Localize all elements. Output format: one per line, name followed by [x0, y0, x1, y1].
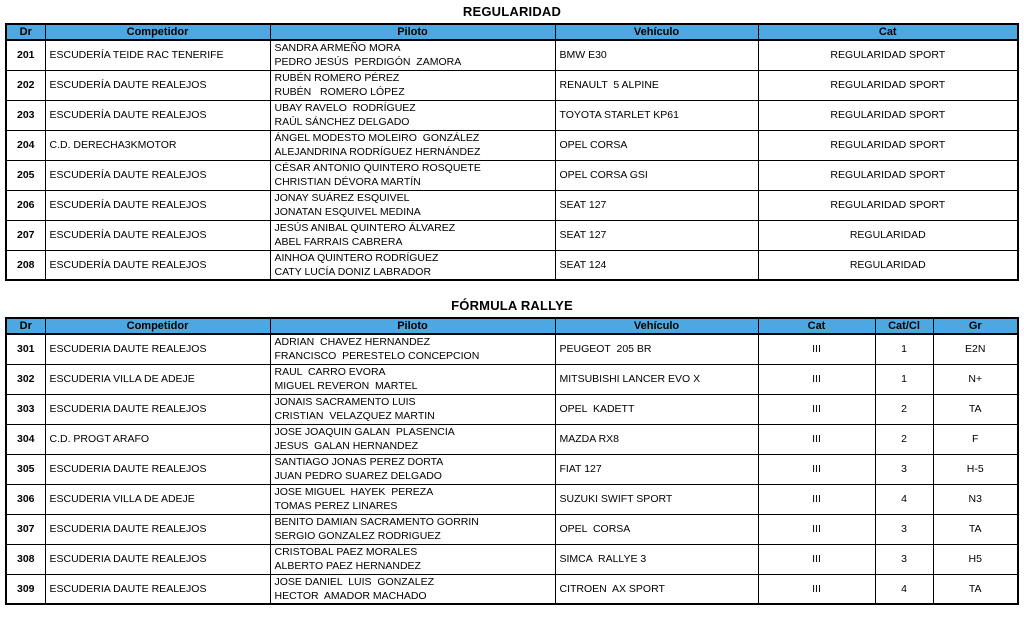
pilot-line: CRISTOBAL PAEZ MORALES: [274, 546, 418, 558]
cell-dr: 308: [6, 544, 45, 574]
pilot-line: JONATAN ESQUIVEL MEDINA: [274, 206, 421, 218]
cell-piloto: [270, 130, 555, 160]
cell-piloto: [270, 574, 555, 604]
cell-competidor: ESCUDERÍA DAUTE REALEJOS: [45, 100, 270, 130]
cell-cat: REGULARIDAD SPORT: [758, 190, 1018, 220]
pilot-line: FRANCISCO PERESTELO CONCEPCION: [274, 350, 480, 363]
cell-gr: TA: [933, 514, 1018, 544]
table-row: [6, 484, 1018, 514]
table-title-formula-rallye: FÓRMULA RALLYE: [451, 298, 573, 313]
table-row: [6, 130, 1018, 160]
table-row: [6, 424, 1018, 454]
cell-piloto: [270, 394, 555, 424]
cell-cat: REGULARIDAD SPORT: [758, 40, 1018, 70]
cell-gr: N+: [933, 364, 1018, 394]
cell-dr: 302: [6, 364, 45, 394]
cell-competidor: ESCUDERIA DAUTE REALEJOS: [45, 334, 270, 364]
cell-piloto: [270, 190, 555, 220]
table-header-row: [6, 318, 1018, 334]
cell-catcl: 2: [875, 424, 933, 454]
cell-vehiculo: SEAT 127: [555, 220, 758, 250]
cell-dr: 202: [6, 70, 45, 100]
cell-dr: 208: [6, 250, 45, 280]
pilot-line: RUBÉN ROMERO LÓPEZ: [274, 86, 405, 98]
pilot-line: CRISTIAN VELAZQUEZ MARTIN: [274, 410, 435, 422]
table-row: [6, 190, 1018, 220]
column-header-competidor: Competidor: [45, 24, 270, 40]
table-row: [6, 514, 1018, 544]
cell-vehiculo: SIMCA RALLYE 3: [555, 544, 758, 574]
column-header-cat: Cat: [758, 318, 875, 334]
cell-gr: TA: [933, 574, 1018, 604]
cell-dr: 306: [6, 484, 45, 514]
cell-cat: REGULARIDAD: [758, 250, 1018, 280]
cell-competidor: ESCUDERIA VILLA DE ADEJE: [45, 364, 270, 394]
pilot-line: ADRIAN CHAVEZ HERNANDEZ: [274, 336, 431, 349]
cell-gr: H5: [933, 544, 1018, 574]
table-row: [6, 454, 1018, 484]
cell-piloto: [270, 250, 555, 280]
cell-cat: REGULARIDAD SPORT: [758, 100, 1018, 130]
cell-dr: 207: [6, 220, 45, 250]
pilot-line: JOSE DANIEL LUIS GONZALEZ: [274, 575, 434, 588]
cell-vehiculo: TOYOTA STARLET KP61: [555, 100, 758, 130]
cell-catcl: 1: [875, 364, 933, 394]
pilot-line: TOMAS PEREZ LINARES: [274, 500, 398, 512]
cell-cat: REGULARIDAD SPORT: [758, 70, 1018, 100]
cell-catcl: 4: [875, 484, 933, 514]
cell-competidor: ESCUDERÍA DAUTE REALEJOS: [45, 250, 270, 280]
cell-cat: REGULARIDAD SPORT: [758, 130, 1018, 160]
cell-catcl: 3: [875, 454, 933, 484]
cell-dr: 206: [6, 190, 45, 220]
pilot-line: ALEJANDRINA RODRÍGUEZ HERNÁNDEZ: [274, 146, 481, 158]
column-header-gr: Gr: [933, 318, 1018, 334]
column-header-piloto: Piloto: [270, 318, 555, 334]
cell-gr: F: [933, 424, 1018, 454]
pilot-line: CATY LUCÍA DONIZ LABRADOR: [274, 265, 432, 278]
table-row: [6, 394, 1018, 424]
cell-vehiculo: OPEL CORSA GSI: [555, 160, 758, 190]
column-header-vehiculo: Vehículo: [555, 318, 758, 334]
cell-dr: 203: [6, 100, 45, 130]
cell-vehiculo: MITSUBISHI LANCER EVO X: [555, 364, 758, 394]
cell-vehiculo: OPEL CORSA: [555, 130, 758, 160]
cell-piloto: [270, 424, 555, 454]
cell-dr: 309: [6, 574, 45, 604]
cell-piloto: [270, 40, 555, 70]
cell-piloto: [270, 484, 555, 514]
cell-dr: 307: [6, 514, 45, 544]
pilot-line: JONAIS SACRAMENTO LUIS: [274, 396, 416, 408]
cell-cat: III: [758, 394, 875, 424]
column-header-dr: Dr: [6, 318, 45, 334]
cell-catcl: 4: [875, 574, 933, 604]
cell-cat: III: [758, 454, 875, 484]
table-row: [6, 100, 1018, 130]
cell-vehiculo: SEAT 127: [555, 190, 758, 220]
pilot-line: SERGIO GONZALEZ RODRIGUEZ: [274, 530, 441, 542]
pilot-line: JONAY SUÁREZ ESQUIVEL: [274, 192, 410, 204]
table-row: [6, 70, 1018, 100]
cell-cat: REGULARIDAD SPORT: [758, 160, 1018, 190]
cell-vehiculo: CITROEN AX SPORT: [555, 574, 758, 604]
pilot-line: UBAY RAVELO RODRÍGUEZ: [274, 102, 416, 114]
pilot-line: CÉSAR ANTONIO QUINTERO ROSQUETE: [274, 162, 481, 174]
column-header-dr: Dr: [6, 24, 45, 40]
pilot-line: JOSE JOAQUIN GALAN PLASENCIA: [274, 426, 455, 438]
cell-dr: 305: [6, 454, 45, 484]
cell-catcl: 2: [875, 394, 933, 424]
cell-vehiculo: PEUGEOT 205 BR: [555, 334, 758, 364]
cell-dr: 304: [6, 424, 45, 454]
pilot-line: JESÚS ANIBAL QUINTERO ÁLVAREZ: [274, 222, 456, 234]
cell-vehiculo: RENAULT 5 ALPINE: [555, 70, 758, 100]
cell-catcl: 3: [875, 544, 933, 574]
table-row: [6, 160, 1018, 190]
pilot-line: AINHOA QUINTERO RODRÍGUEZ: [274, 251, 439, 264]
cell-competidor: ESCUDERIA VILLA DE ADEJE: [45, 484, 270, 514]
cell-catcl: 3: [875, 514, 933, 544]
cell-dr: 204: [6, 130, 45, 160]
cell-piloto: [270, 160, 555, 190]
column-header-vehiculo: Vehículo: [555, 24, 758, 40]
cell-catcl: 1: [875, 334, 933, 364]
cell-cat: REGULARIDAD: [758, 220, 1018, 250]
pilot-line: SANDRA ARMEÑO MORA: [274, 42, 401, 55]
table-row: [6, 574, 1018, 604]
column-header-competidor: Competidor: [45, 318, 270, 334]
cell-competidor: ESCUDERÍA TEIDE RAC TENERIFE: [45, 40, 270, 70]
cell-competidor: ESCUDERÍA DAUTE REALEJOS: [45, 70, 270, 100]
table-regularidad: [5, 23, 1019, 281]
pilot-line: MIGUEL REVERON MARTEL: [274, 380, 418, 392]
cell-gr: E2N: [933, 334, 1018, 364]
cell-vehiculo: FIAT 127: [555, 454, 758, 484]
cell-competidor: ESCUDERÍA DAUTE REALEJOS: [45, 160, 270, 190]
cell-vehiculo: SUZUKI SWIFT SPORT: [555, 484, 758, 514]
pilot-line: RAÚL SÁNCHEZ DELGADO: [274, 116, 410, 128]
cell-cat: III: [758, 334, 875, 364]
cell-gr: TA: [933, 394, 1018, 424]
cell-competidor: C.D. PROGT ARAFO: [45, 424, 270, 454]
cell-cat: III: [758, 364, 875, 394]
cell-cat: III: [758, 424, 875, 454]
cell-competidor: ESCUDERIA DAUTE REALEJOS: [45, 394, 270, 424]
table-row: [6, 364, 1018, 394]
cell-competidor: ESCUDERIA DAUTE REALEJOS: [45, 514, 270, 544]
cell-piloto: [270, 334, 555, 364]
column-header-cat: Cat: [758, 24, 1018, 40]
cell-cat: III: [758, 514, 875, 544]
pilot-line: ÁNGEL MODESTO MOLEIRO GONZÁLEZ: [274, 132, 480, 144]
cell-vehiculo: OPEL CORSA: [555, 514, 758, 544]
cell-cat: III: [758, 484, 875, 514]
column-header-piloto: Piloto: [270, 24, 555, 40]
table-row: [6, 544, 1018, 574]
pilot-line: CHRISTIAN DÉVORA MARTÍN: [274, 176, 421, 188]
cell-vehiculo: OPEL KADETT: [555, 394, 758, 424]
table-title-regularidad: REGULARIDAD: [462, 4, 562, 19]
pilot-line: JESUS GALAN HERNANDEZ: [274, 440, 419, 452]
cell-dr: 301: [6, 334, 45, 364]
pilot-line: ABEL FARRAIS CABRERA: [274, 236, 403, 248]
table-formula-rallye: [5, 317, 1019, 605]
cell-vehiculo: BMW E30: [555, 40, 758, 70]
pilot-line: BENITO DAMIAN SACRAMENTO GORRIN: [274, 516, 479, 528]
cell-piloto: [270, 454, 555, 484]
cell-dr: 201: [6, 40, 45, 70]
cell-vehiculo: SEAT 124: [555, 250, 758, 280]
cell-vehiculo: MAZDA RX8: [555, 424, 758, 454]
column-header-cat-cl: Cat/Cl: [875, 318, 933, 334]
cell-competidor: ESCUDERIA DAUTE REALEJOS: [45, 544, 270, 574]
pilot-line: JUAN PEDRO SUAREZ DELGADO: [274, 470, 442, 482]
pilot-line: PEDRO JESÚS PERDIGÓN ZAMORA: [274, 56, 462, 69]
table-row: [6, 220, 1018, 250]
pilot-line: RAUL CARRO EVORA: [274, 366, 386, 378]
cell-piloto: [270, 70, 555, 100]
cell-piloto: [270, 364, 555, 394]
pilot-line: RUBÉN ROMERO PÉREZ: [274, 72, 400, 84]
cell-competidor: ESCUDERIA DAUTE REALEJOS: [45, 574, 270, 604]
cell-piloto: [270, 514, 555, 544]
cell-gr: H-5: [933, 454, 1018, 484]
cell-piloto: [270, 100, 555, 130]
cell-gr: N3: [933, 484, 1018, 514]
cell-competidor: ESCUDERÍA DAUTE REALEJOS: [45, 220, 270, 250]
cell-piloto: [270, 544, 555, 574]
cell-piloto: [270, 220, 555, 250]
cell-cat: III: [758, 574, 875, 604]
cell-dr: 205: [6, 160, 45, 190]
cell-competidor: ESCUDERIA DAUTE REALEJOS: [45, 454, 270, 484]
cell-cat: III: [758, 544, 875, 574]
cell-competidor: ESCUDERÍA DAUTE REALEJOS: [45, 190, 270, 220]
cell-dr: 303: [6, 394, 45, 424]
pilot-line: HECTOR AMADOR MACHADO: [274, 589, 427, 602]
pilot-line: JOSE MIGUEL HAYEK PEREZA: [274, 486, 434, 498]
pilot-line: ALBERTO PAEZ HERNANDEZ: [274, 560, 421, 572]
pilot-line: SANTIAGO JONAS PEREZ DORTA: [274, 456, 444, 468]
table-row: [6, 250, 1018, 280]
table-row: [6, 334, 1018, 364]
cell-competidor: C.D. DERECHA3KMOTOR: [45, 130, 270, 160]
table-row: [6, 40, 1018, 70]
table-header-row: [6, 24, 1018, 40]
